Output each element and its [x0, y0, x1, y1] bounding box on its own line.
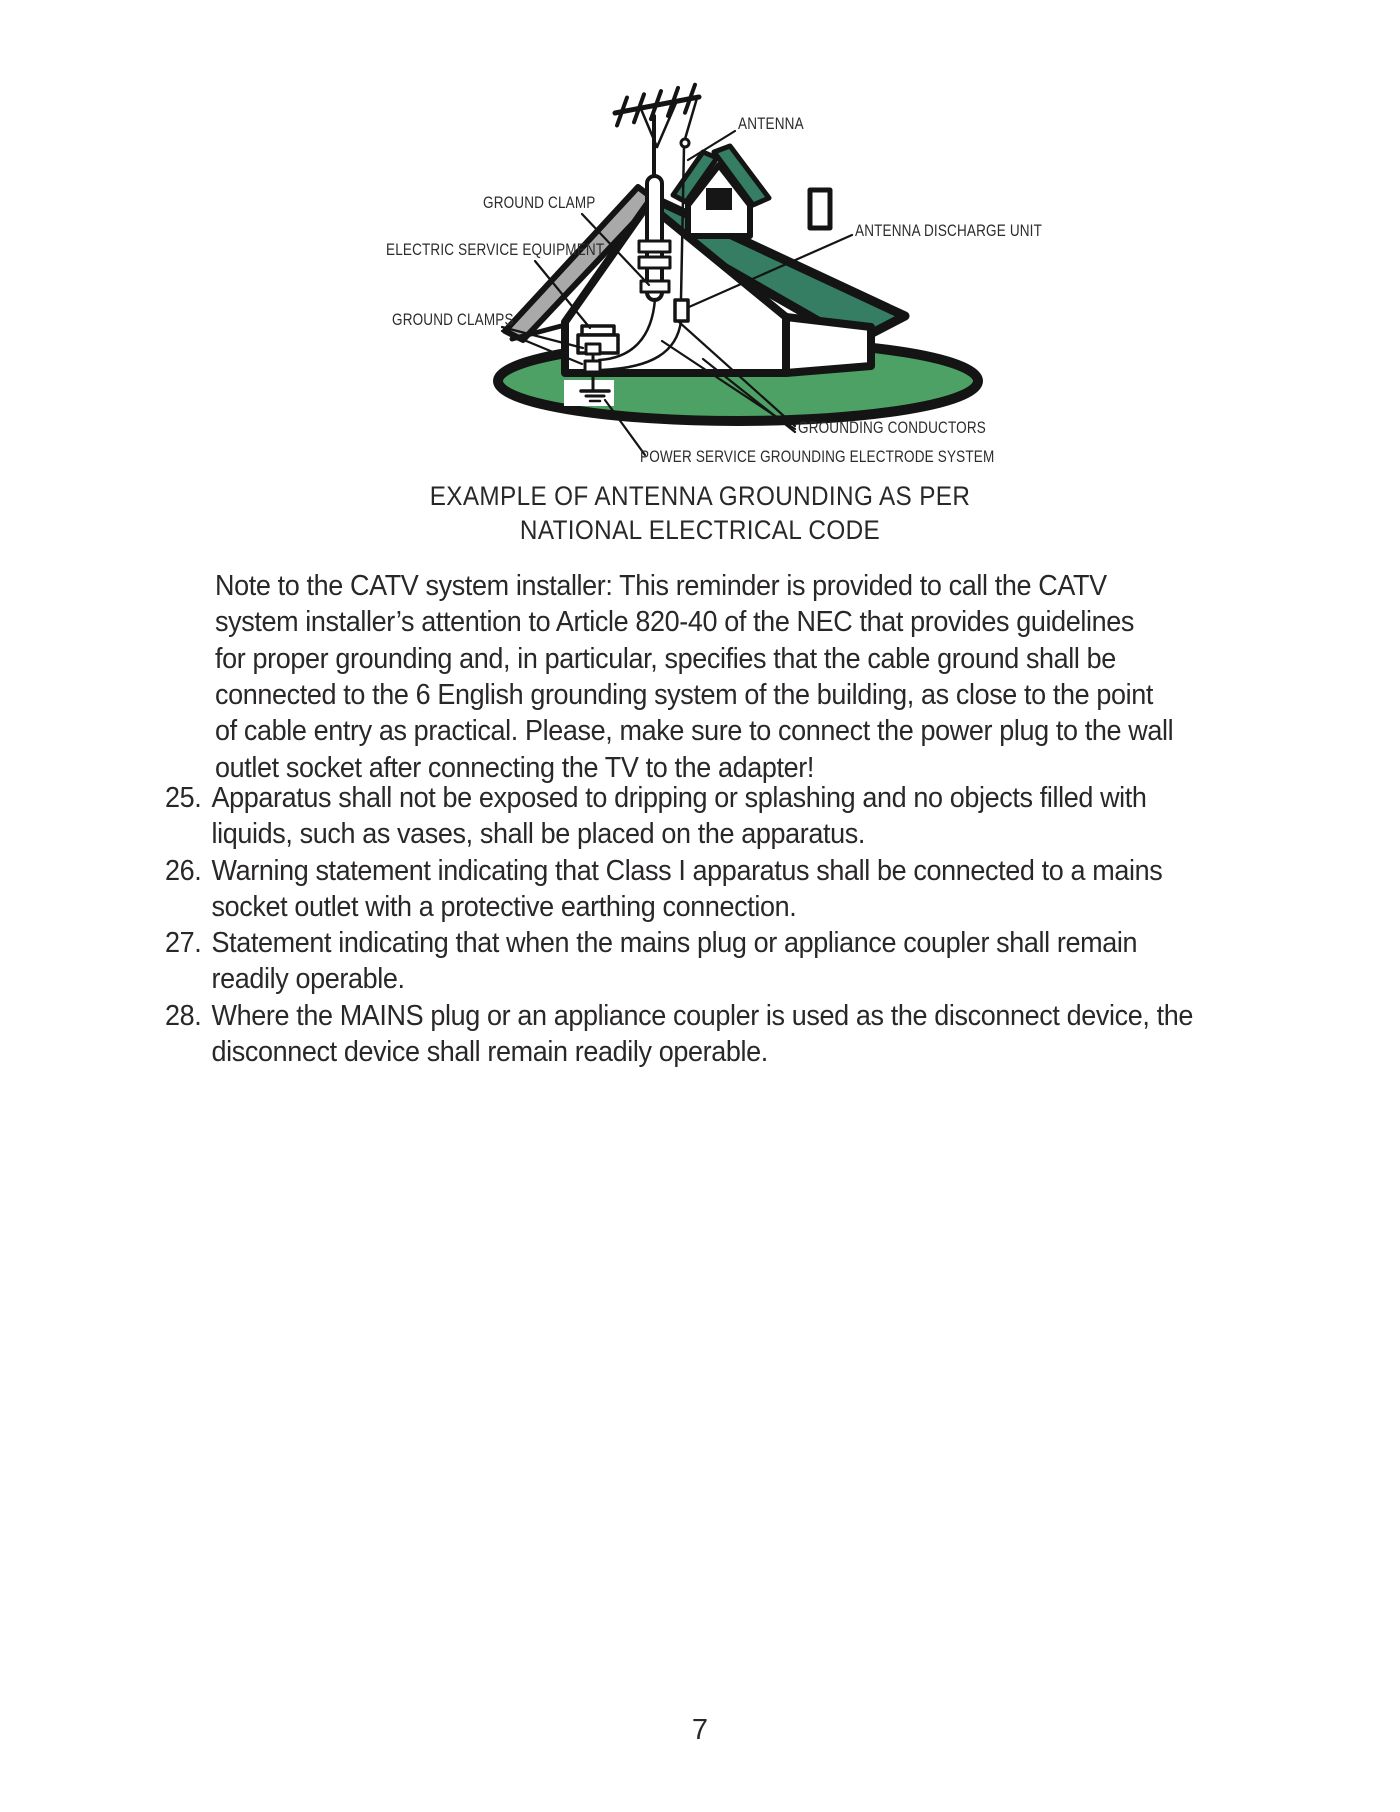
list-item-text: Warning statement indicating that Class I apparatus shall be connected to a mains socket outlet with a protective earthing connection.: [211, 855, 1163, 924]
list-item-text: Apparatus shall not be exposed to dripping or splashing and no objects filled with liquids, such as vases, shall be placed on the apparatus.: [211, 782, 1147, 851]
list-number: 26.: [165, 855, 202, 887]
list-number: 27.: [165, 927, 202, 959]
caption-line-2: NATIONAL ELECTRICAL CODE: [519, 514, 881, 545]
house-side-wall: [786, 317, 871, 373]
list-item-25: [165, 780, 1147, 853]
list-item-28: [165, 998, 1193, 1071]
list-number: 28.: [165, 1000, 202, 1032]
label-ground-clamp: GROUND CLAMP: [483, 194, 596, 212]
standoff-insulator: [681, 139, 689, 147]
label-electric-service-equipment: ELECTRIC SERVICE EQUIPMENT: [386, 241, 605, 259]
label-power-service-grounding: POWER SERVICE GROUNDING ELECTRODE SYSTEM: [640, 448, 995, 466]
caption-line-1: EXAMPLE OF ANTENNA GROUNDING AS PER: [429, 481, 971, 511]
mast-clamp-1: [639, 241, 670, 252]
label-ground-clamps: GROUND CLAMPS: [392, 311, 514, 329]
mast-clamp-3: [641, 281, 669, 292]
ground-clamp-a: [586, 344, 600, 354]
list-number: 25.: [165, 782, 202, 814]
label-grounding-conductors: GROUNDING CONDUCTORS: [798, 419, 986, 437]
diagram-caption: [430, 480, 971, 547]
list-item-26: [165, 853, 1162, 926]
label-antenna-discharge-unit: ANTENNA DISCHARGE UNIT: [855, 222, 1043, 240]
antenna-discharge-unit: [675, 300, 688, 321]
label-antenna: ANTENNA: [738, 115, 804, 133]
mast-clamp-2: [639, 257, 670, 268]
page-number: 7: [691, 1714, 709, 1746]
list-item-text: Statement indicating that when the mains plug or appliance coupler shall remain readily operable.: [211, 927, 1138, 996]
ground-clamp-b: [585, 361, 600, 372]
dormer-side-post: [810, 190, 830, 228]
dormer-window: [706, 188, 732, 210]
catv-installer-note: Note to the CATV system installer: This reminder is provided to call the CATV system installer’s attention to Article 820-40 of the NEC that provides guidelines for proper grounding and, in particular, specifies that the cable ground shall be connected to the 6 English grounding system of the building, as close to the point of cable entry as practical. Please, make sure to connect the power plug to the wall outlet socket after connecting the TV to the adapter!: [215, 570, 1174, 784]
list-item-27: [165, 925, 1137, 998]
list-item-text: Where the MAINS plug or an appliance coupler is used as the disconnect device, the disconnect device shall remain readily operable.: [211, 1000, 1193, 1069]
